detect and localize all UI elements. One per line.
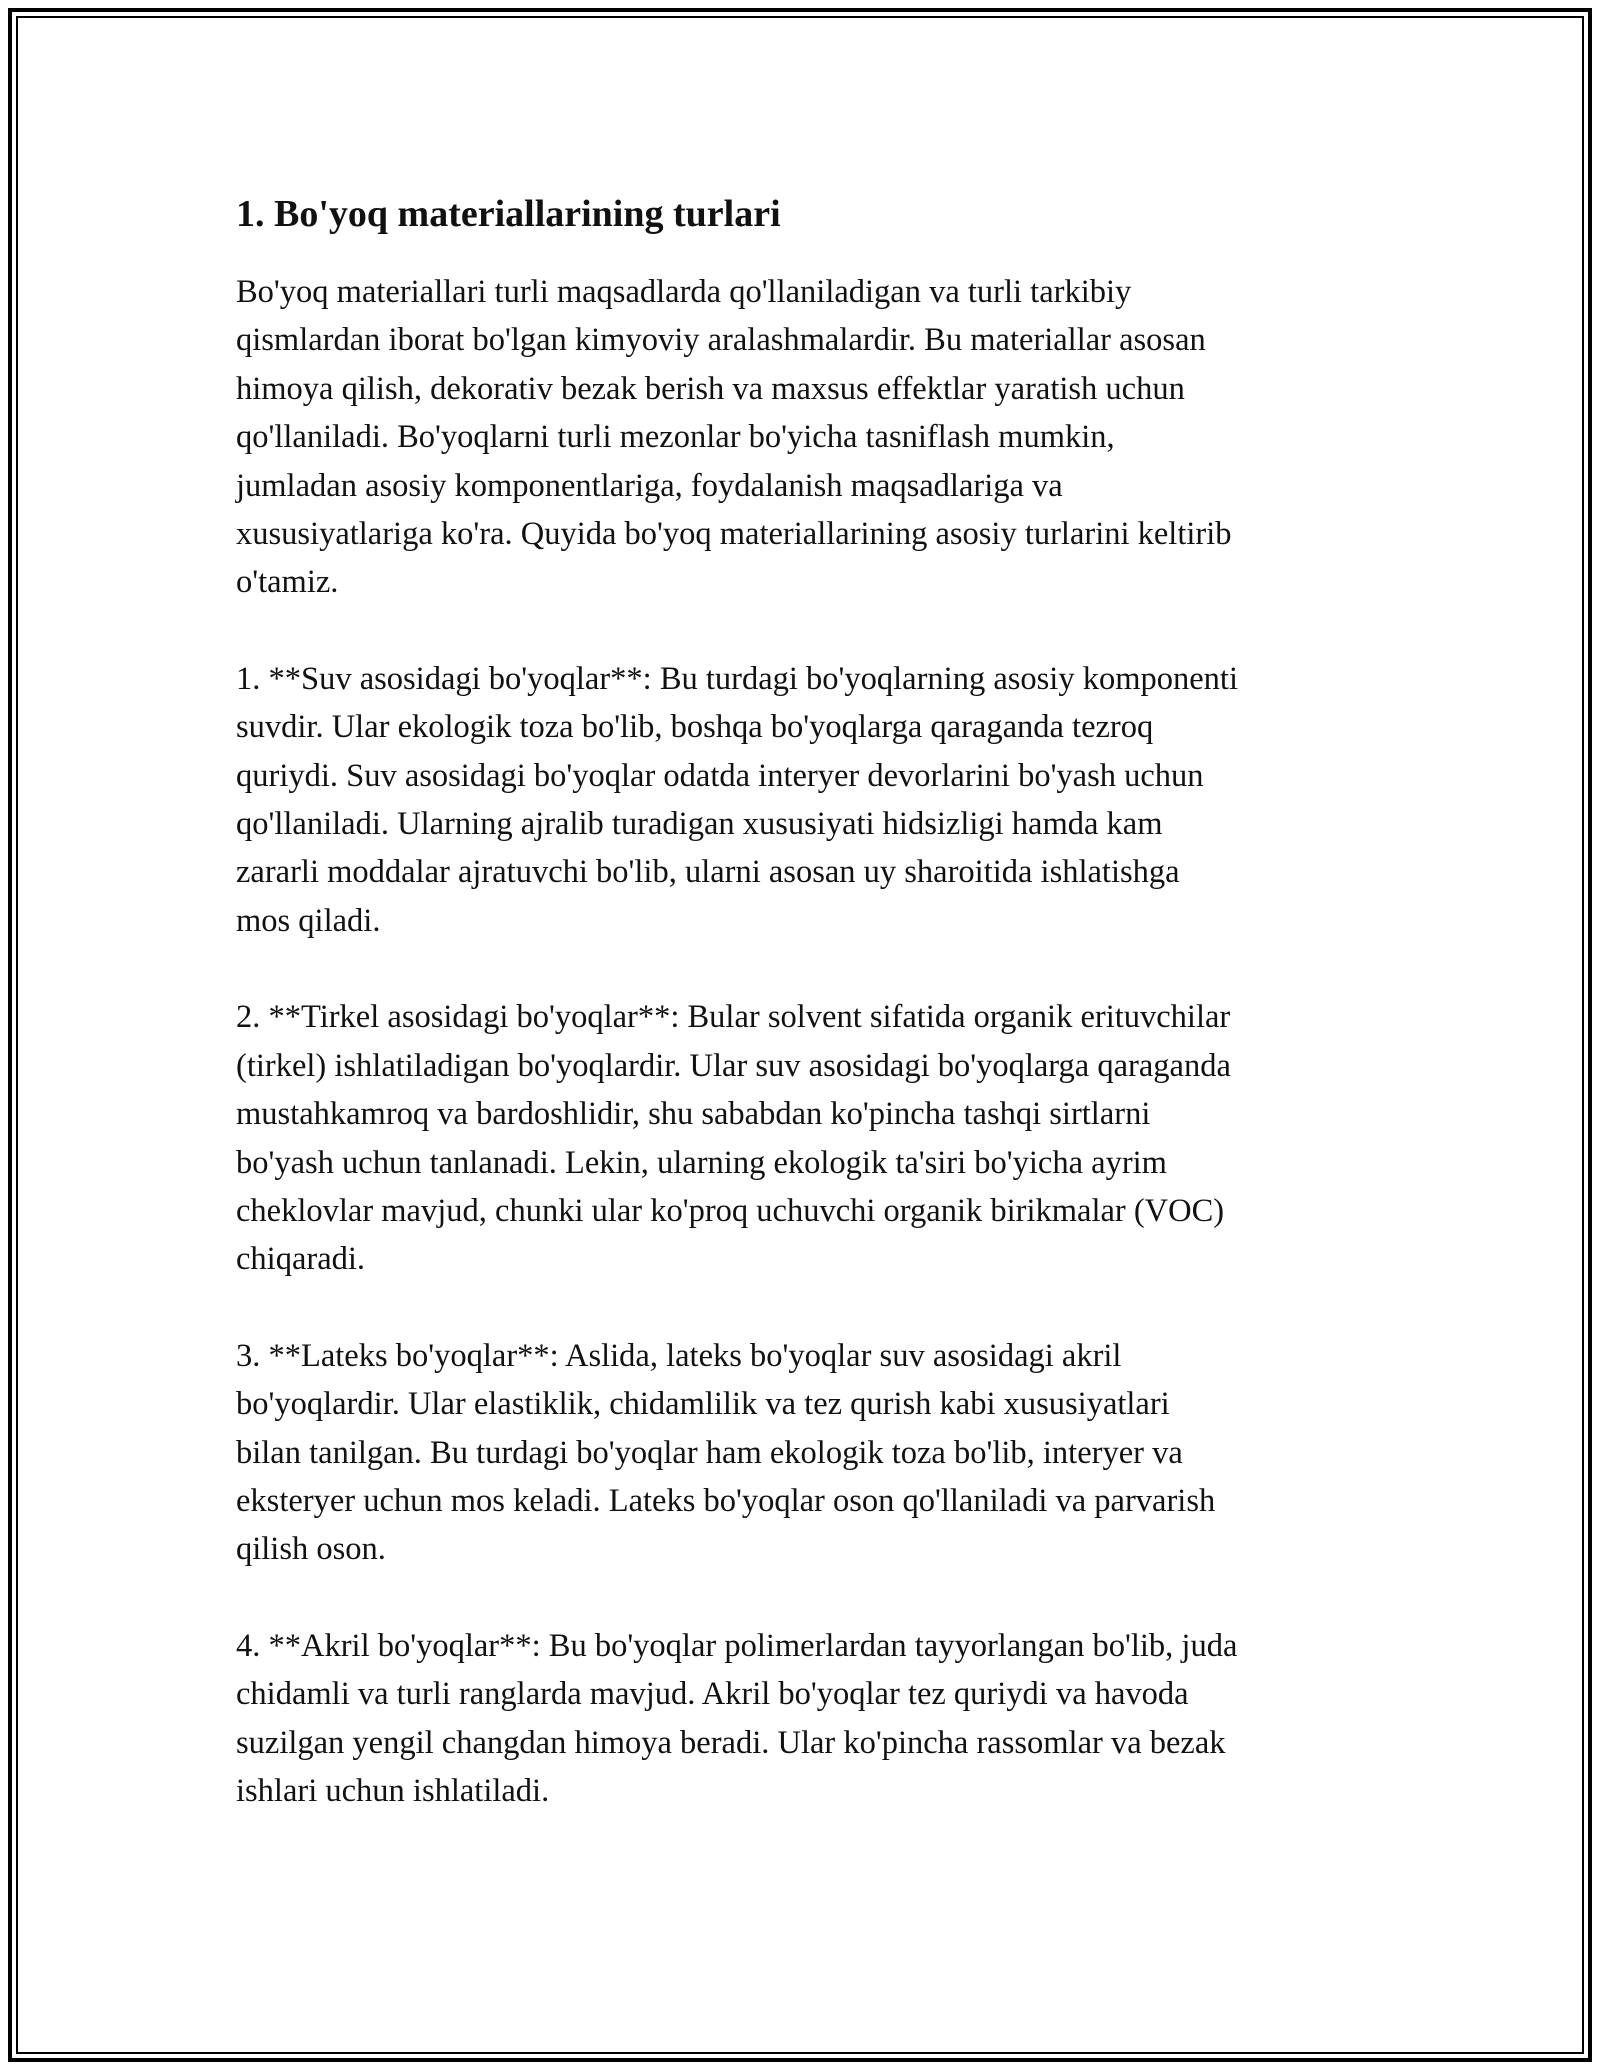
paragraph-water-based-paints: 1. **Suv asosidagi bo'yoqlar**: Bu turdagi bo'yoqlarning asosiy komponenti suvdir. Ular ekologik toza bo'lib, boshqa bo'yoqlarga qaraganda tezroq quriydi. Suv asosidagi bo'yoqlar odatda interyer devorlarini bo'yash uchun qo'llaniladi. Ularning ajralib turadigan xususiyati hidsizligi hamda kam zararli moddalar ajratuvchi bo'lib, ularni asosan uy sharoitida ishlatishga mos qiladi. <box>236 660 1238 939</box>
section-heading: 1. Bo'yoq materiallarining turlari <box>236 193 781 235</box>
paragraph-solvent-based-paints: 2. **Tirkel asosidagi bo'yoqlar**: Bular solvent sifatida organik erituvchilar (tirkel) ishlatiladigan bo'yoqlardir. Ular suv asosidagi bo'yoqlarga qaraganda mustahkamroq va bardoshlidir, shu sababdan ko'pincha tashqi sirtlarni bo'yash uchun tanlanadi. Lekin, ularning ekologik ta'siri bo'yicha ayrim cheklovlar mavjud, chunki ular ko'proq uchuvchi organik birikmalar (VOC) chiqaradi. <box>236 999 1231 1278</box>
intro-paragraph: Bo'yoq materiallari turli maqsadlarda qo'llaniladigan va turli tarkibiy qismlardan iborat bo'lgan kimyoviy aralashmalardir. Bu materiallar asosan himoya qilish, dekorativ bezak berish va maxsus effektlar yaratish uchun qo'llaniladi. Bo'yoqlarni turli mezonlar bo'yicha tasniflash mumkin, jumladan asosiy komponentlariga, foydalanish maqsadlariga va xususiyatlariga ko'ra. Quyida bo'yoq materiallarining asosiy turlarini keltirib o'tamiz. <box>236 274 1232 601</box>
paragraph-acrylic-paints: 4. **Akril bo'yoqlar**: Bu bo'yoqlar polimerlardan tayyorlangan bo'lib, juda chidamli va turli ranglarda mavjud. Akril bo'yoqlar tez quriydi va havoda suzilgan yengil changdan himoya beradi. Ular ko'pincha rassomlar va bezak ishlari uchun ishlatiladi. <box>236 1627 1238 1809</box>
document-body <box>236 186 1376 1863</box>
paragraph-latex-paints: 3. **Lateks bo'yoqlar**: Aslida, lateks bo'yoqlar suv asosidagi akril bo'yoqlardir. Ular elastiklik, chidamlilik va tez qurish kabi xususiyatlari bilan tanilgan. Bu turdagi bo'yoqlar ham ekologik toza bo'lib, interyer va eksteryer uchun mos keladi. Lateks bo'yoqlar oson qo'llaniladi va parvarish qilish oson. <box>236 1337 1216 1568</box>
